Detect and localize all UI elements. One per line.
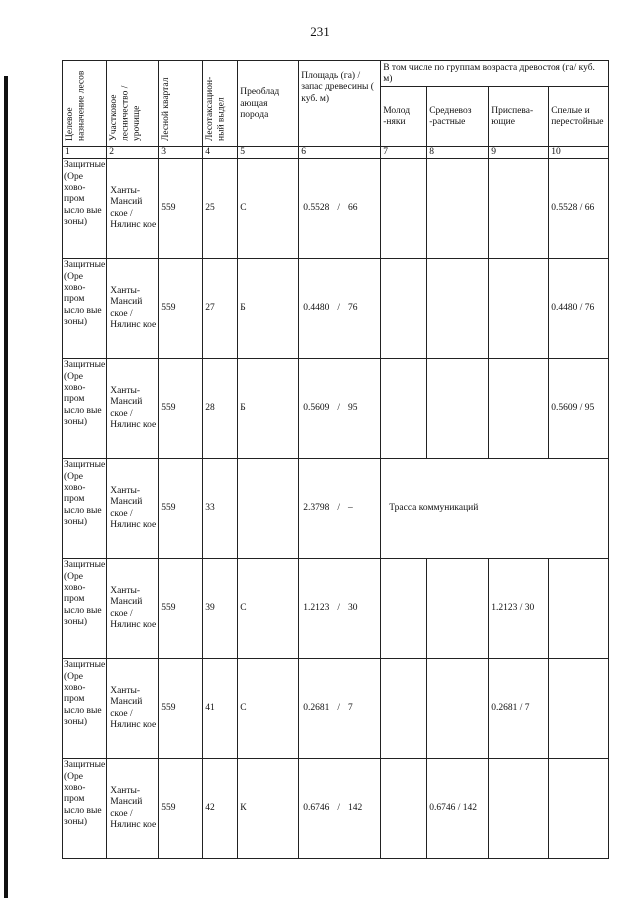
- quarter-cell: 559: [159, 359, 203, 459]
- young-cell: [381, 559, 427, 659]
- header-species: Преоблад ающая порода: [238, 61, 299, 147]
- location-cell: Ханты- Мансий ское / Нялинс кое: [107, 259, 159, 359]
- area-cell: 0.2681 / 7: [299, 659, 381, 759]
- species-cell: С: [238, 559, 299, 659]
- table-row: [63, 759, 609, 859]
- location-cell: Ханты- Мансий ское / Нялинс кое: [107, 459, 159, 559]
- column-number: 1: [63, 146, 107, 158]
- plot-cell: 33: [203, 459, 238, 559]
- area-value: 0.4480: [303, 302, 330, 313]
- column-number: 3: [159, 146, 203, 158]
- purpose-cell: Защитные (Оре хово- пром ысло вые зоны): [63, 759, 107, 859]
- middle-aged-cell: [427, 659, 489, 759]
- purpose-cell: Защитные (Оре хово- пром ысло вые зоны): [63, 359, 107, 459]
- header-plot: Лесотаксацион-ный выдел: [203, 61, 238, 147]
- mature-cell: [549, 759, 609, 859]
- ripening-cell: [489, 359, 549, 459]
- middle-aged-cell: [427, 159, 489, 259]
- volume-value: 142: [347, 802, 363, 813]
- header-middle-aged: Средневоз -растные: [427, 86, 489, 146]
- volume-value: 76: [347, 302, 358, 313]
- young-cell: [381, 759, 427, 859]
- ripening-cell: [489, 159, 549, 259]
- young-cell: [381, 159, 427, 259]
- young-cell: [381, 359, 427, 459]
- species-cell: Б: [238, 359, 299, 459]
- young-cell: [381, 259, 427, 359]
- location-cell: Ханты- Мансий ское / Нялинс кое: [107, 159, 159, 259]
- species-cell: [238, 459, 299, 559]
- area-value: 0.2681: [303, 702, 330, 713]
- middle-aged-cell: [427, 359, 489, 459]
- column-number-row: [63, 146, 609, 158]
- page-number: 231: [310, 24, 330, 39]
- header-young: Молод -няки: [381, 86, 427, 146]
- location-cell: Ханты- Мансий ское / Нялинс кое: [107, 359, 159, 459]
- location-cell: Ханты- Мансий ское / Нялинс кое: [107, 659, 159, 759]
- ripening-cell: [489, 259, 549, 359]
- plot-cell: 27: [203, 259, 238, 359]
- note-cell: Трасса коммуникаций: [381, 459, 609, 559]
- area-cell: 0.5528 / 66: [299, 159, 381, 259]
- species-cell: К: [238, 759, 299, 859]
- header-ripening: Приспева- ющие: [489, 86, 549, 146]
- middle-aged-cell: 0.6746 / 142: [427, 759, 489, 859]
- table-row: [63, 159, 609, 259]
- purpose-cell: Защитные (Оре хово- пром ысло вые зоны): [63, 659, 107, 759]
- header-area: Площадь (га) / запас древесины ( куб. м): [299, 61, 381, 147]
- quarter-cell: 559: [159, 459, 203, 559]
- header-mature: Спелые и перестойные: [549, 86, 609, 146]
- column-number: 10: [549, 146, 609, 158]
- ripening-cell: [489, 759, 549, 859]
- ripening-cell: 1.2123 / 30: [489, 559, 549, 659]
- purpose-cell: Защитные (Оре хово- пром ысло вые зоны): [63, 559, 107, 659]
- area-value: 0.5609: [303, 402, 330, 413]
- header-purpose: Целевое назначение лесов: [63, 61, 107, 147]
- purpose-cell: Защитные (Оре хово- пром ысло вые зоны): [63, 459, 107, 559]
- young-cell: [381, 659, 427, 759]
- area-cell: 0.6746 / 142: [299, 759, 381, 859]
- volume-value: 7: [347, 702, 353, 713]
- column-number: 6: [299, 146, 381, 158]
- volume-value: 95: [347, 402, 358, 413]
- plot-cell: 42: [203, 759, 238, 859]
- volume-value: 30: [347, 602, 358, 613]
- location-cell: Ханты- Мансий ское / Нялинс кое: [107, 559, 159, 659]
- column-number: 4: [203, 146, 238, 158]
- area-value: 0.6746: [303, 802, 330, 813]
- mature-cell: [549, 659, 609, 759]
- forest-table: [62, 60, 609, 859]
- header-quarter: Лесной квартал: [159, 61, 203, 147]
- quarter-cell: 559: [159, 259, 203, 359]
- volume-value: 66: [347, 202, 358, 213]
- quarter-cell: 559: [159, 759, 203, 859]
- header-age-groups: В том числе по группам возраста древостоя (га/ куб. м): [381, 61, 609, 87]
- plot-cell: 39: [203, 559, 238, 659]
- table-row: [63, 559, 609, 659]
- mature-cell: 0.5609 / 95: [549, 359, 609, 459]
- table-row: [63, 659, 609, 759]
- area-value: 2.3798: [303, 502, 330, 513]
- area-value: 1.2123: [303, 602, 330, 613]
- volume-value: –: [347, 502, 353, 513]
- ripening-cell: 0.2681 / 7: [489, 659, 549, 759]
- purpose-cell: Защитные (Оре хово- пром ысло вые зоны): [63, 159, 107, 259]
- column-number: 9: [489, 146, 549, 158]
- plot-cell: 28: [203, 359, 238, 459]
- area-cell: 0.4480 / 76: [299, 259, 381, 359]
- quarter-cell: 559: [159, 559, 203, 659]
- area-value: 0.5528: [303, 202, 330, 213]
- column-number: 5: [238, 146, 299, 158]
- mature-cell: 0.5528 / 66: [549, 159, 609, 259]
- table-row: [63, 459, 609, 559]
- area-cell: 2.3798 / –: [299, 459, 381, 559]
- mature-cell: 0.4480 / 76: [549, 259, 609, 359]
- species-cell: Б: [238, 259, 299, 359]
- middle-aged-cell: [427, 259, 489, 359]
- column-number: 7: [381, 146, 427, 158]
- plot-cell: 25: [203, 159, 238, 259]
- middle-aged-cell: [427, 559, 489, 659]
- column-number: 2: [107, 146, 159, 158]
- area-cell: 1.2123 / 30: [299, 559, 381, 659]
- table-row: [63, 359, 609, 459]
- location-cell: Ханты- Мансий ское / Нялинс кое: [107, 759, 159, 859]
- quarter-cell: 559: [159, 659, 203, 759]
- table-row: [63, 259, 609, 359]
- header-location: Участковое лесничество / урочище: [107, 61, 159, 147]
- quarter-cell: 559: [159, 159, 203, 259]
- species-cell: С: [238, 159, 299, 259]
- area-cell: 0.5609 / 95: [299, 359, 381, 459]
- scan-edge-bar: [4, 76, 8, 898]
- column-number: 8: [427, 146, 489, 158]
- purpose-cell: Защитные (Оре хово- пром ысло вые зоны): [63, 259, 107, 359]
- species-cell: С: [238, 659, 299, 759]
- plot-cell: 41: [203, 659, 238, 759]
- mature-cell: [549, 559, 609, 659]
